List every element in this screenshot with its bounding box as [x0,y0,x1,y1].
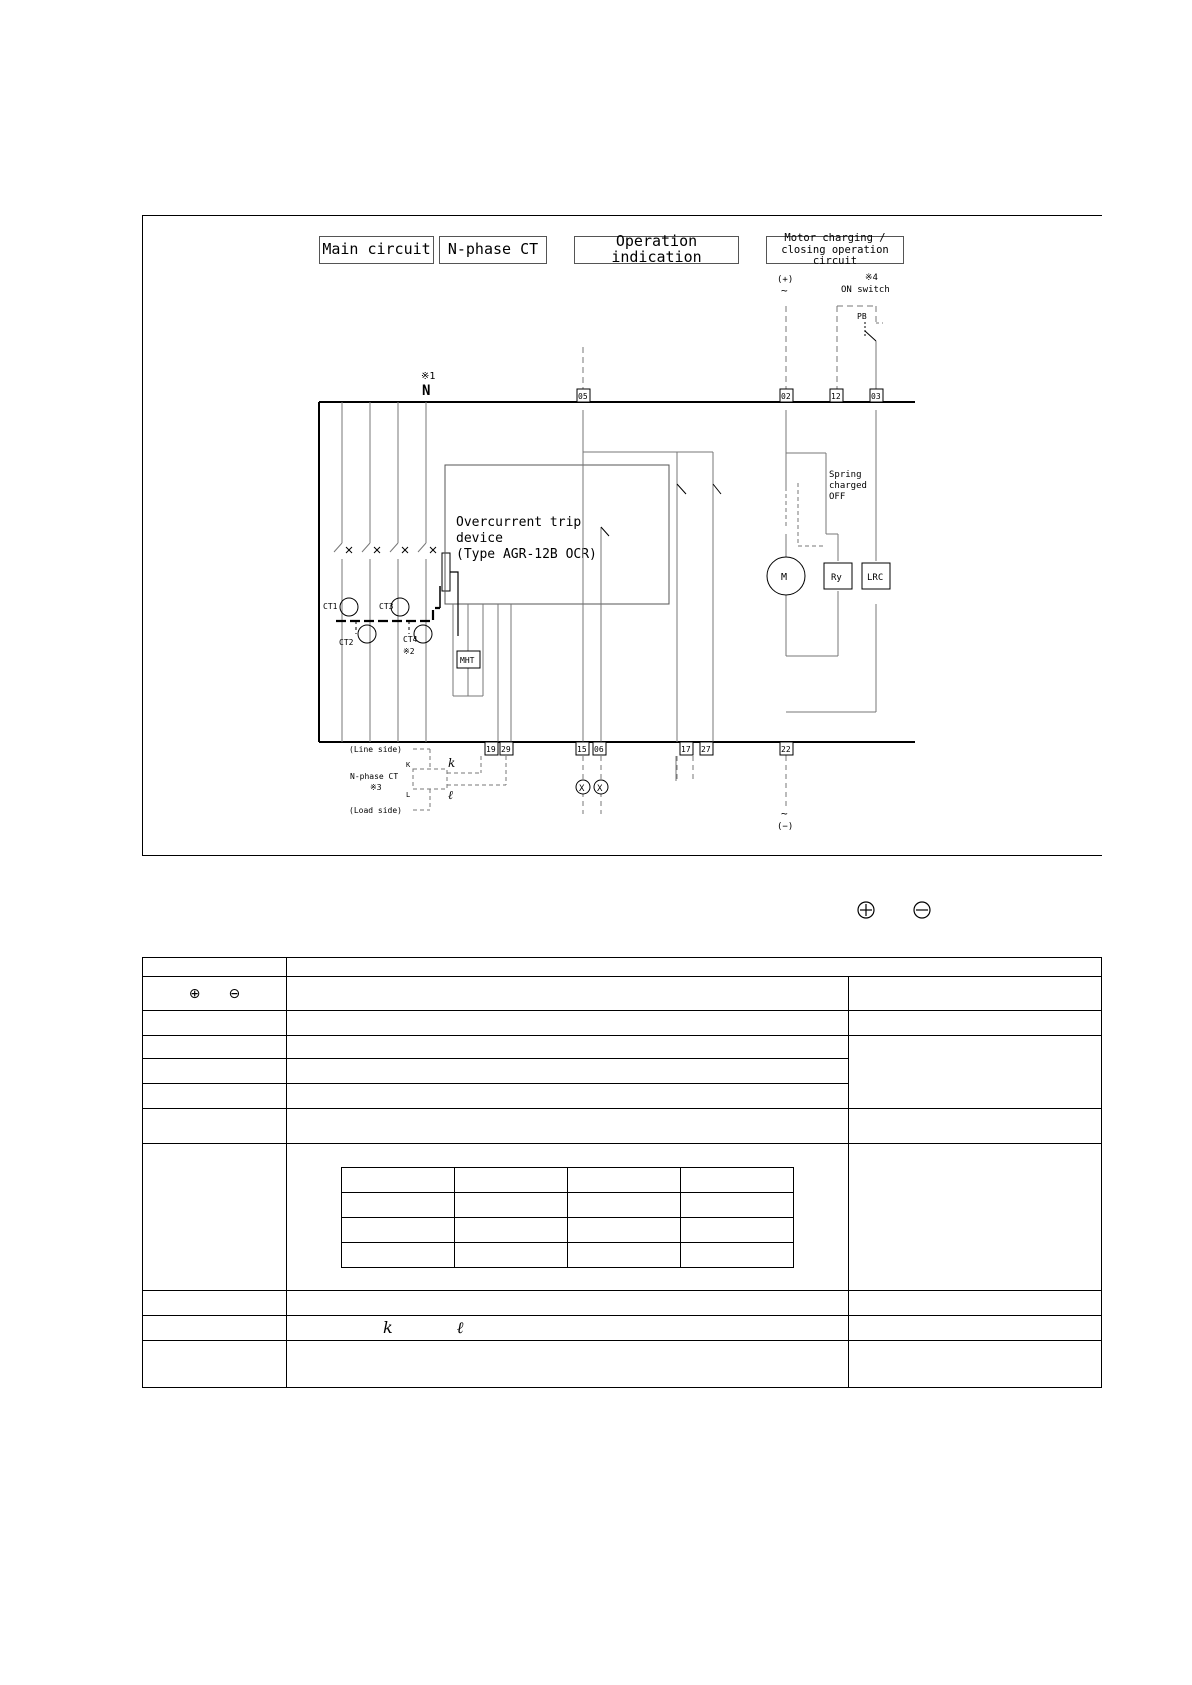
table-row [143,1011,1102,1036]
ocr-line-2: device [456,531,503,546]
pb-label: PB [857,312,867,321]
neutral-label: N [422,383,431,399]
svg-text:29: 29 [501,745,511,754]
svg-text:06: 06 [594,745,604,754]
table-row [143,977,1102,1011]
n-phase-ct-ext-label: N-phase CT [350,772,399,781]
lamp-06-label: X [597,784,603,794]
svg-text:03: 03 [871,392,881,401]
k-l-cell: k ℓ [287,1316,849,1341]
ocr-line-3: (Type AGR-12B OCR) [456,547,597,562]
motor-charging-wiring [676,306,883,806]
relay-label: Ry [831,573,842,583]
load-side-label: (Load side) [349,806,402,815]
ac-bottom-label: ~ [781,807,788,820]
lamp-15-label: X [579,784,585,794]
l-lower-label: ℓ [448,788,453,802]
svg-text:19: 19 [486,745,496,754]
minus-label: (−) [777,822,794,832]
current-transformers [336,586,440,643]
k-lower-label: k [448,756,456,770]
svg-text:27: 27 [701,745,711,754]
top-terminals [577,389,883,402]
ct3-label: CT3 [379,602,394,611]
svg-text:12: 12 [831,392,841,401]
inner-table [341,1167,794,1268]
ac-top-label: ~ [781,284,788,297]
ct2-label: CT2 [339,638,354,647]
motor-label: M [781,572,788,583]
plus-minus-cell: ⊕ ⊖ [143,977,287,1011]
wiring-diagram-frame [142,215,1102,856]
section-operation-indication: Operation indication [574,236,739,264]
mht-label: MHT [460,656,475,665]
on-switch-label: ON switch [841,285,890,295]
table-row [143,1341,1102,1388]
table-row [143,958,1102,977]
spring-line-3: OFF [829,492,846,502]
ct4-label: CT4 [403,635,418,644]
plus-label: (+) [777,275,794,285]
svg-text:17: 17 [681,745,691,754]
note-1-label: ※1 [421,371,436,382]
lrc-label: LRC [867,573,884,583]
svg-text:22: 22 [781,745,791,754]
spring-line-1: Spring [829,470,862,480]
pb-switch [865,322,876,341]
l-upper-label: L [406,791,411,799]
line-side-label: (Line side) [349,745,402,754]
table-row [342,1167,794,1192]
ocr-line-1: Overcurrent trip [456,515,582,530]
external-n-phase-ct-wiring [413,749,506,810]
spring-line-2: charged [829,481,867,491]
note-2-label: ※2 [403,647,415,656]
table-row [342,1217,794,1242]
plus-minus-symbols [855,898,935,922]
section-main-circuit: Main circuit [319,236,434,264]
note-3-label: ※3 [370,783,382,792]
section-n-phase-ct: N-phase CT [439,236,547,264]
table-row [143,1291,1102,1316]
svg-text:05: 05 [578,392,588,401]
svg-text:02: 02 [781,392,791,401]
bottom-terminals [485,742,793,755]
table-row [143,1036,1102,1059]
svg-text:15: 15 [577,745,587,754]
ct1-label: CT1 [323,602,338,611]
wiring-diagram [143,216,1103,857]
k-upper-label: K [406,761,411,769]
note-4-label: ※4 [865,273,878,283]
ocr-device [442,465,669,742]
table-row [342,1242,794,1267]
table-row [143,1109,1102,1144]
main-circuit-poles [334,402,436,742]
table-row [342,1192,794,1217]
section-motor-charging: Motor charging / closing operation circuit [766,236,904,264]
terminal-legend-table [142,957,1102,1388]
table-row [143,1144,1102,1291]
table-row [143,1316,1102,1341]
